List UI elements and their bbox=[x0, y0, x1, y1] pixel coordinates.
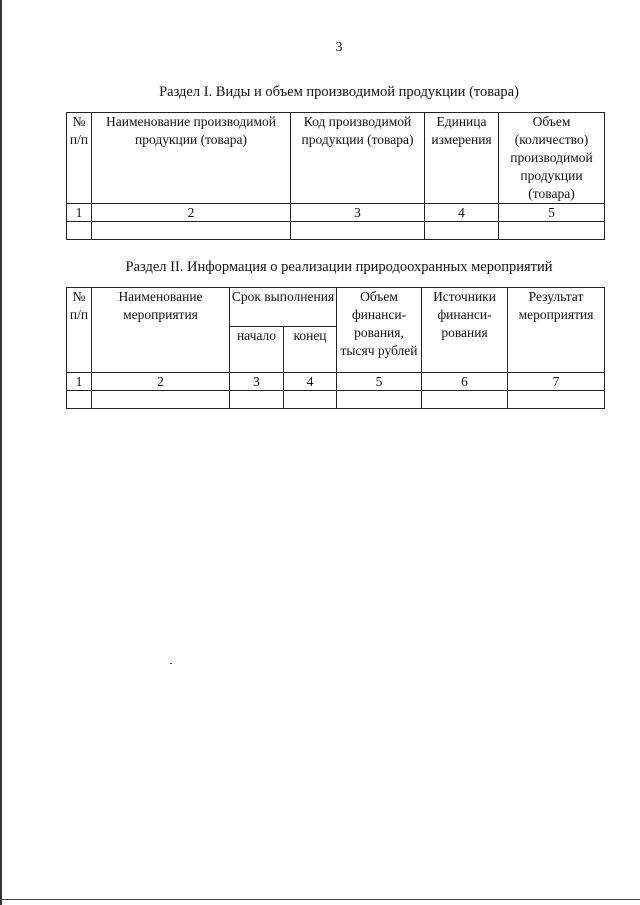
col-header-product-name: Наименование производимой продукции (товара) bbox=[92, 113, 291, 204]
table-header-row bbox=[67, 288, 605, 327]
section-1-title: Раздел I. Виды и объем производимой продукции (товара) bbox=[159, 84, 519, 100]
col-header-financing-volume: Объем финанси-рования, тысяч рублей bbox=[337, 288, 422, 373]
column-number: 3 bbox=[230, 373, 284, 391]
empty-cell bbox=[291, 222, 425, 240]
empty-cell bbox=[508, 391, 605, 409]
col-header-result: Результат мероприятия bbox=[508, 288, 605, 373]
column-number: 4 bbox=[425, 204, 499, 222]
column-number: 4 bbox=[284, 373, 337, 391]
empty-row bbox=[67, 222, 605, 240]
empty-cell bbox=[67, 391, 92, 409]
col-header-financing-sources: Источники финанси-рования bbox=[422, 288, 508, 373]
empty-cell bbox=[92, 222, 291, 240]
column-number: 7 bbox=[508, 373, 605, 391]
empty-cell bbox=[67, 222, 92, 240]
empty-cell bbox=[425, 222, 499, 240]
col-header-end: конец bbox=[284, 327, 337, 373]
empty-cell bbox=[499, 222, 605, 240]
table-header-row bbox=[67, 113, 605, 204]
page-left-edge bbox=[0, 0, 2, 905]
column-number: 6 bbox=[422, 373, 508, 391]
empty-cell bbox=[284, 391, 337, 409]
column-numbers-row bbox=[67, 204, 605, 222]
empty-cell bbox=[92, 391, 230, 409]
column-number: 5 bbox=[499, 204, 605, 222]
scan-speck bbox=[170, 663, 172, 664]
column-number: 1 bbox=[67, 373, 92, 391]
column-number: 1 bbox=[67, 204, 92, 222]
products-table bbox=[66, 112, 605, 240]
col-header-start: начало bbox=[230, 327, 284, 373]
column-numbers-row bbox=[67, 373, 605, 391]
page-number: 3 bbox=[335, 40, 343, 55]
empty-row bbox=[67, 391, 605, 409]
page-bottom-edge bbox=[0, 899, 640, 900]
col-header-number: № п/п bbox=[67, 113, 92, 204]
col-header-number: № п/п bbox=[67, 288, 92, 373]
empty-cell bbox=[422, 391, 508, 409]
col-header-term: Срок выполнения bbox=[230, 288, 337, 327]
column-number: 3 bbox=[291, 204, 425, 222]
section-2-title: Раздел II. Информация о реализации природоохранных мероприятий bbox=[125, 259, 553, 275]
column-number: 5 bbox=[337, 373, 422, 391]
column-number: 2 bbox=[92, 204, 291, 222]
col-header-unit: Единица измерения bbox=[425, 113, 499, 204]
col-header-measure-name: Наименование мероприятия bbox=[92, 288, 230, 373]
col-header-volume: Объем (количество) производимой продукции (товара) bbox=[499, 113, 605, 204]
empty-cell bbox=[337, 391, 422, 409]
measures-table bbox=[66, 287, 605, 409]
column-number: 2 bbox=[92, 373, 230, 391]
col-header-product-code: Код производимой продукции (товара) bbox=[291, 113, 425, 204]
empty-cell bbox=[230, 391, 284, 409]
